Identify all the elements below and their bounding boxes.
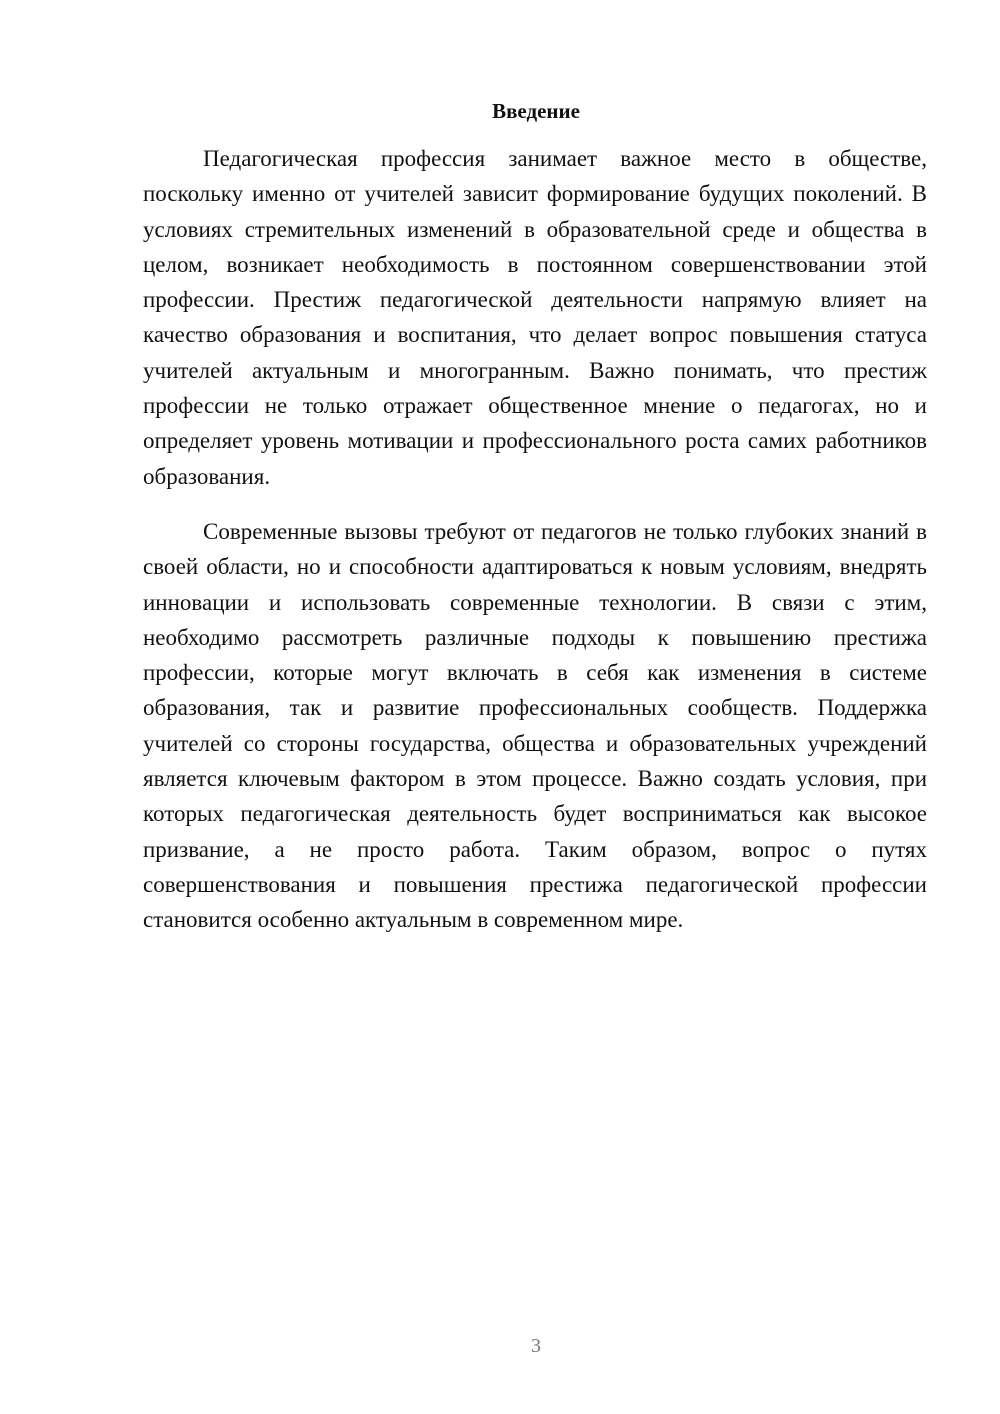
- paragraph-block-1: [143, 141, 927, 494]
- paragraph-block-2: [143, 514, 927, 938]
- section-heading: Введение: [492, 99, 580, 123]
- page-number: 3: [531, 1335, 541, 1357]
- paragraph-1: Педагогическая профессия занимает важное место в обществе, поскольку именно от учителей зависит формирование будущих поколений. В условиях стремительных изменений в образовательной среде и общества в целом, возникает необходимость в постоянном совершенствовании этой профессии. Престиж педагогической деятельности напрямую влияет на качество образования и воспитания, что делает вопрос повышения статуса учителей актуальным и многогранным. Важно понимать, что престиж профессии не только отражает общественное мнение о педагогах, но и определяет уровень мотивации и профессионального роста самих работников образования.: [143, 146, 927, 489]
- paragraph-2: Современные вызовы требуют от педагогов не только глубоких знаний в своей области, но и способности адаптироваться к новым условиям, внедрять инновации и использовать современные технологии. В связи с этим, необходимо рассмотреть различные подходы к повышению престижа профессии, которые могут включать в себя как изменения в системе образования, так и развитие профессиональных сообществ. Поддержка учителей со стороны государства, общества и образовательных учреждений является ключевым фактором в этом процессе. Важно создать условия, при которых педагогическая деятельность будет восприниматься как высокое призвание, а не просто работа. Таким образом, вопрос о путях совершенствования и повышения престижа педагогической профессии становится особенно актуальным в современном мире.: [143, 519, 927, 933]
